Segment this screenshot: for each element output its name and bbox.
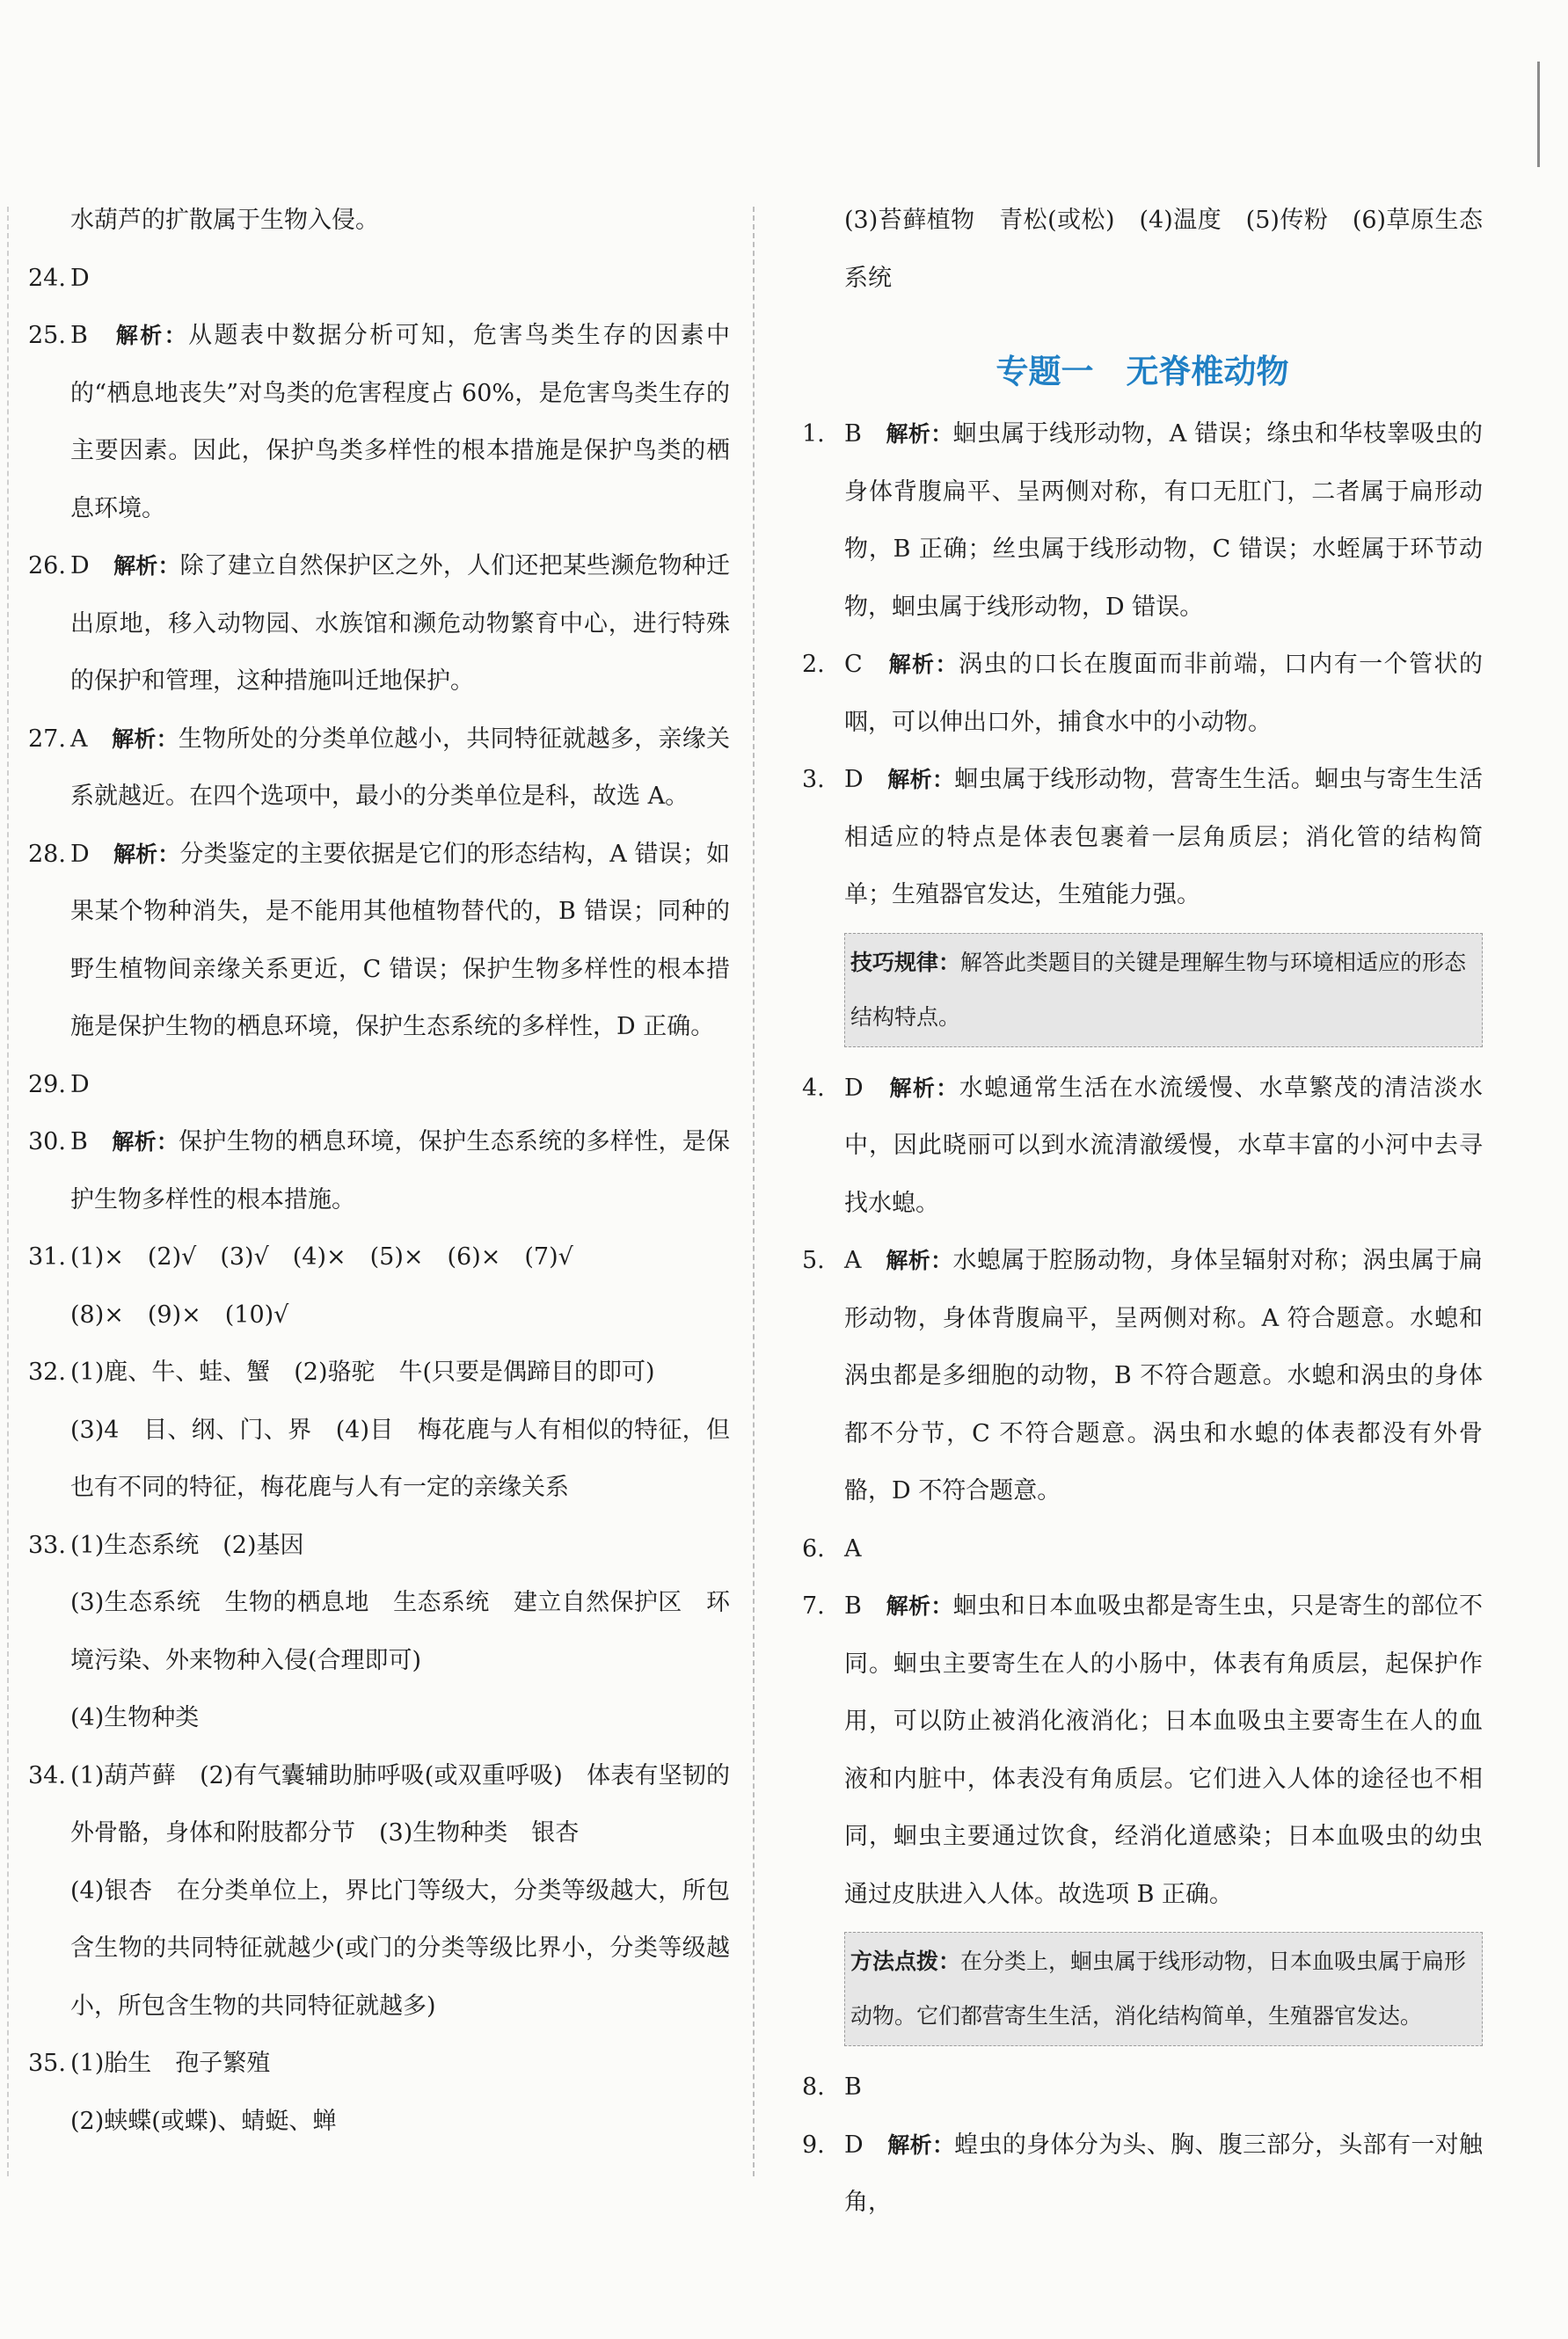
answer-item [28,307,730,537]
analysis-text: 生物所处的分类单位越小，共同特征就越多，亲缘关系就越近。在四个选项中，最小的分类单位是科，故选 A。 [70,725,731,810]
answer-choice: A [844,1534,862,1563]
question-number: 25. [28,322,66,349]
answer-choice: B [70,1128,88,1155]
answer-item [802,1578,1483,1923]
sub-answer: (3)苔藓植物 青松(或松) (4)温度 (5)传粉 (6)草原生态系统 [844,207,1483,292]
answer-item [802,636,1483,751]
tip-label: 方法点拨： [850,1949,961,1974]
answer-choice: (1)鹿、牛、蛙、蟹 (2)骆驼 牛(只要是偶蹄目的即可) [70,1359,655,1386]
question-number: 1. [802,420,825,448]
analysis-label: 解析： [886,421,953,447]
question-number: 8. [802,2073,825,2101]
analysis-label: 解析： [112,1129,179,1155]
analysis-text: 从题表中数据分析可知，危害鸟类生存的因素中的“栖息地丧失”对鸟类的危害程度占 60%，是危害鸟类生存的主要因素。因此，保护鸟类多样性的根本措施是保护鸟类的栖息环境。 [70,322,731,522]
answer-choice: D [844,2131,864,2159]
question-number: 7. [802,1592,825,1620]
tip-text: 解答此类题目的关键是理解生物与环境相适应的形态结构特点。 [850,949,1467,1030]
analysis-text: 分类鉴定的主要依据是它们的形态结构，A 错误；如果某个物种消失，是不能用其他植物替代的，B 错误；同种的野生植物间亲缘关系更近，C 错误；保护生物多样性的根本措施是保护生物的栖息环境，保护生态系统的多样性，D 正确。 [70,840,730,1040]
answer-item [28,1344,730,1402]
section-title: 专题一 无脊椎动物 [995,353,1289,390]
question-number: 35. [28,2050,66,2077]
analysis-label: 解析： [887,767,955,792]
question-number: 27. [28,725,66,753]
question-number: 29. [28,1070,66,1098]
question-number: 9. [802,2131,825,2159]
question-number: 24. [28,264,66,292]
analysis-label: 解析： [115,323,189,348]
analysis-text: 蛔虫和日本血吸虫都是寄生虫，只是寄生的部位不同。蛔虫主要寄生在人的小肠中，体表有角质层，起保护作用，可以防止被消化液消化；日本血吸虫主要寄生在人的血液和内脏中，体表没有角质层。它们进入人体的途径也不相同，蛔虫主要通过饮食，经消化道感染；日本血吸虫的幼虫通过皮肤进入人体。故选项 B 正确。 [844,1592,1483,1908]
analysis-label: 解析： [888,652,959,677]
sub-answer: (4)生物种类 [70,1704,200,1731]
question-number: 6. [802,1534,825,1563]
answer-choice: B [844,2073,862,2101]
sub-answer: (8)× (9)× (10)√ [70,1301,289,1329]
answer-choice: D [844,766,864,793]
answer-choice: (1)× (2)√ (3)√ (4)× (5)× (6)× (7)√ [70,1243,573,1271]
question-number: 31. [28,1243,66,1271]
answer-choice: A [70,725,88,753]
question-number: 2. [802,651,825,678]
answer-choice: (1)葫芦藓 (2)有气囊辅助肺呼吸(或双重呼吸) 体表有坚韧的外骨骼，身体和附肢都分节 (3)生物种类 银杏 [70,1761,730,1847]
answer-item [28,1113,730,1228]
answer-choice: (1)生态系统 (2)基因 [70,1531,304,1559]
answer-item [802,1520,1483,1578]
question-number: 32. [28,1359,66,1386]
tip-box [844,933,1483,1047]
left-column [28,192,730,2150]
answer-choice: C [844,651,863,678]
analysis-label: 解析： [889,1075,959,1101]
question-number: 34. [28,1761,66,1789]
answer-item [28,1747,730,1862]
analysis-text: 水螅通常生活在水流缓慢、水草繁茂的清洁淡水中，因此晓丽可以到水流清澈缓慢，水草丰富的小河中去寻找水螅。 [844,1074,1483,1217]
question-number: 5. [802,1247,825,1274]
answer-choice: D [70,264,90,292]
question-number: 28. [28,840,66,868]
answer-item [28,826,730,1056]
answer-item [802,1060,1483,1233]
question-number: 4. [802,1074,825,1102]
sub-answer: (4)银杏 在分类单位上，界比门等级大，分类等级越大，所包含生物的共同特征就越少(或门的分类等级比界小，分类等级越小，所包含生物的共同特征就越多) [70,1876,730,2020]
answer-choice: (1)胎生 孢子繁殖 [70,2050,271,2077]
question-number: 26. [28,552,66,579]
tip-text: 在分类上，蛔虫属于线形动物，日本血吸虫属于扁形动物。它们都营寄生生活，消化结构简单，生殖器官发达。 [850,1949,1467,2029]
question-number: 30. [28,1128,66,1155]
analysis-label: 解析： [113,841,180,867]
answer-choice: D [70,840,90,868]
answer-item [28,250,730,308]
column-divider [753,207,755,2176]
analysis-label: 解析： [886,1248,953,1273]
answer-choice: B [844,1592,862,1620]
sub-answer: (2)蛱蝶(或蝶)、蜻蜓、蝉 [70,2107,337,2135]
answer-item [28,1517,730,1575]
answer-item [28,710,730,826]
analysis-label: 解析： [112,725,179,752]
tip-box [844,1932,1483,2046]
answer-item [802,2058,1483,2117]
page-edge-line [7,207,9,2176]
analysis-label: 解析： [886,1593,953,1619]
sub-answer: (3)4 目、纲、门、界 (4)目 梅花鹿与人有相似的特征，但也有不同的特征，梅花鹿与人有一定的亲缘关系 [70,1416,730,1501]
answer-item [28,1228,730,1286]
answer-choice: B [70,322,88,349]
scan-mark [1537,62,1540,167]
analysis-text: 蝗虫的身体分为头、胸、腹三部分，头部有一对触角， [844,2131,1483,2216]
answer-item [28,537,730,710]
analysis-text: 涡虫的口长在腹面而非前端，口内有一个管状的咽，可以伸出口外，捕食水中的小动物。 [844,651,1483,736]
answer-item [28,2035,730,2093]
analysis-label: 解析： [887,2131,955,2158]
answer-item [802,1232,1483,1520]
answer-choice: D [70,1070,90,1098]
right-column [802,192,1483,2232]
tip-label: 技巧规律： [850,949,961,975]
answer-item [802,405,1483,636]
analysis-label: 解析： [113,553,180,579]
answer-item [28,1056,730,1114]
question-number: 3. [802,766,825,793]
sub-answer: (3)生态系统 生物的栖息地 生态系统 建立自然保护区 环境污染、外来物种入侵(合理即可) [70,1589,730,1674]
analysis-text: 除了建立自然保护区之外，人们还把某些濒危物种迁出原地，移入动物园、水族馆和濒危动物繁育中心，进行特殊的保护和管理，这种措施叫迁地保护。 [70,552,730,695]
question-number: 33. [28,1531,66,1559]
analysis-text: 蛔虫属于线形动物，营寄生生活。蛔虫与寄生生活相适应的特点是体表包裹着一层角质层；消化管的结构简单；生殖器官发达，生殖能力强。 [844,766,1483,908]
answer-choice: B [844,420,862,448]
analysis-text: 水螅属于腔肠动物，身体呈辐射对称；涡虫属于扁形动物，身体背腹扁平，呈两侧对称。A 符合题意。水螅和涡虫都是多细胞的动物，B 不符合题意。水螅和涡虫的身体都不分节，C 不符合题意。涡虫和水螅的体表都没有外骨骼，D 不符合题意。 [844,1247,1483,1505]
answer-item [802,2117,1483,2232]
answer-choice: D [70,552,90,579]
analysis-text: 蛔虫属于线形动物，A 错误；绦虫和华枝睾吸虫的身体背腹扁平、呈两侧对称，有口无肛门，二者属于扁形动物，B 正确；丝虫属于线形动物，C 错误；水蛭属于环节动物，蛔虫属于线形动物，D 错误。 [844,420,1483,621]
answer-choice: D [844,1074,864,1102]
analysis-text: 保护生物的栖息环境，保护生态系统的多样性，是保护生物多样性的根本措施。 [70,1128,730,1213]
answer-choice: A [844,1247,862,1274]
answer-item [802,751,1483,924]
continued-text: 水葫芦的扩散属于生物入侵。 [70,207,379,234]
